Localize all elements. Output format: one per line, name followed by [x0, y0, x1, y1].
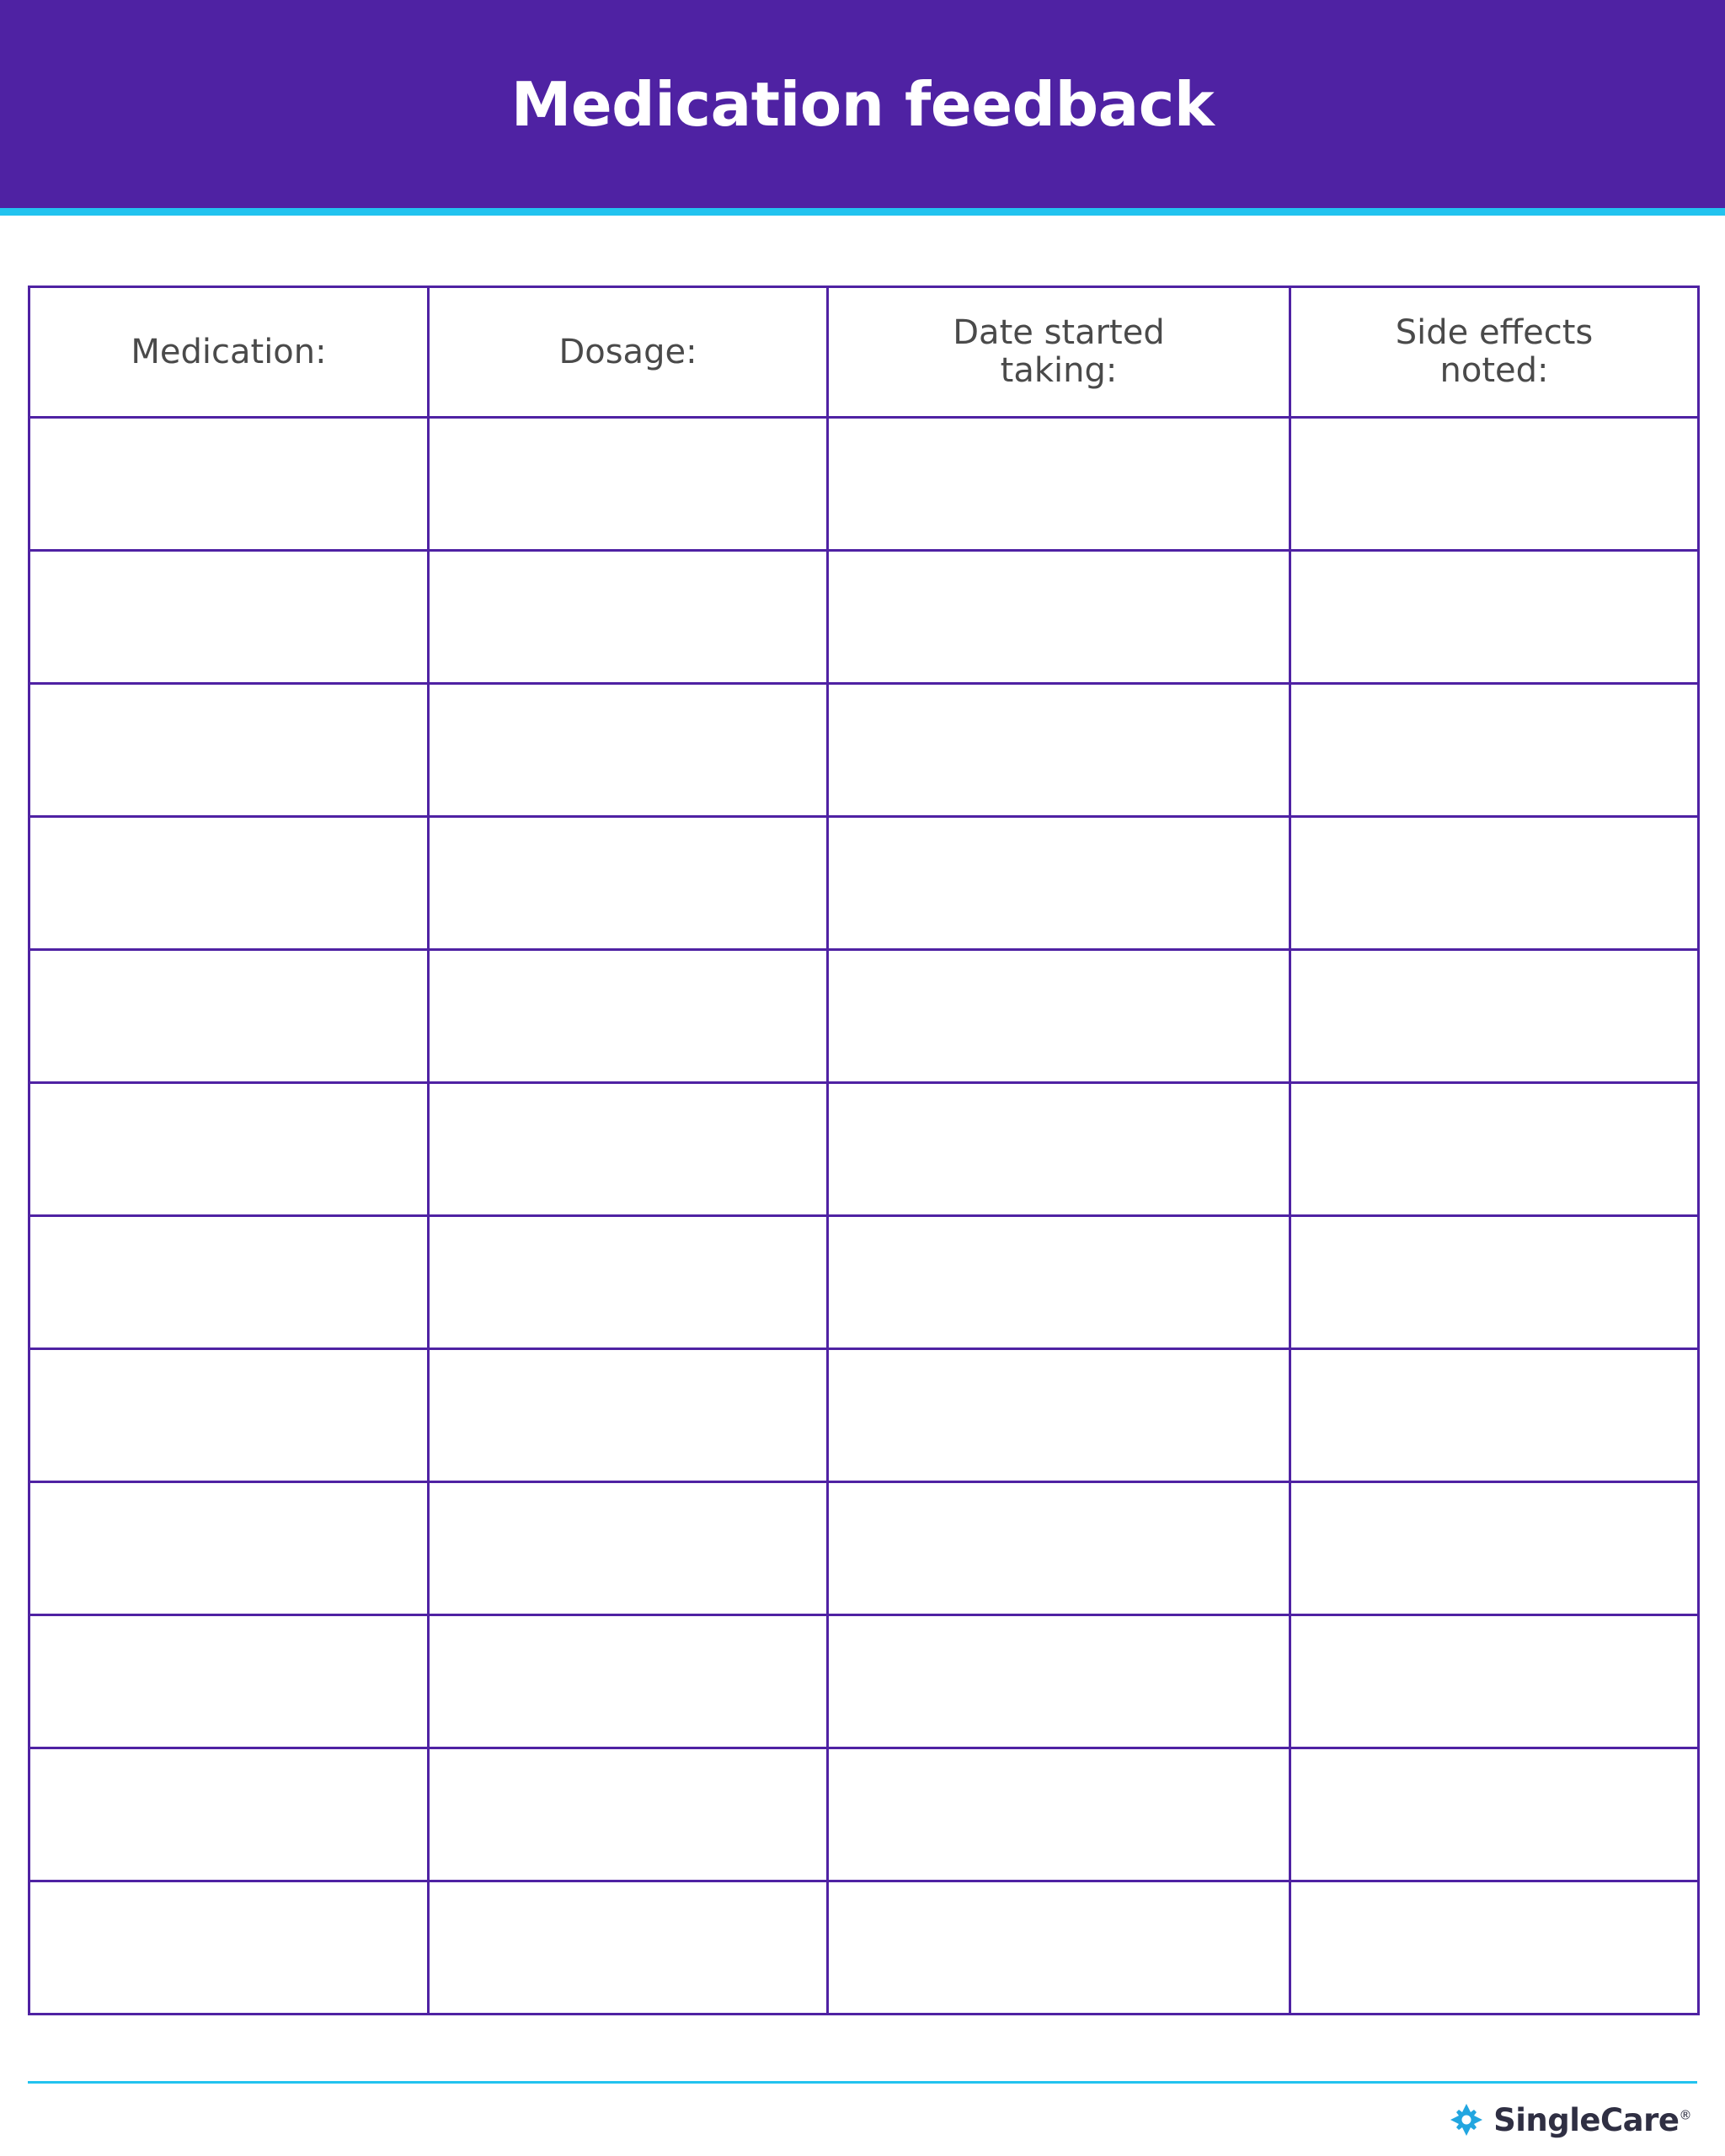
cell-side-effects[interactable]	[1290, 1083, 1699, 1216]
cell-date-started[interactable]	[828, 950, 1290, 1083]
singlecare-cross-icon	[1450, 2103, 1483, 2137]
table-row	[29, 950, 1699, 1083]
column-header-medication-label: Medication:	[131, 332, 327, 371]
table-row	[29, 817, 1699, 950]
cell-date-started[interactable]	[828, 1615, 1290, 1748]
header-accent-rule	[0, 208, 1725, 216]
cell-dosage[interactable]	[429, 418, 828, 551]
cell-medication[interactable]	[29, 1881, 429, 2015]
cell-dosage[interactable]	[429, 950, 828, 1083]
cell-dosage[interactable]	[429, 1482, 828, 1615]
footer-content	[0, 2084, 1725, 2156]
cell-medication[interactable]	[29, 551, 429, 684]
table-row	[29, 1615, 1699, 1748]
cell-dosage[interactable]	[429, 684, 828, 817]
cell-dosage[interactable]	[429, 1083, 828, 1216]
cell-side-effects[interactable]	[1290, 551, 1699, 684]
cell-medication[interactable]	[29, 1083, 429, 1216]
page-header	[0, 0, 1725, 208]
table-row	[29, 1482, 1699, 1615]
brand-name: SingleCare®	[1493, 2101, 1691, 2138]
table-body	[29, 418, 1699, 2015]
cell-medication[interactable]	[29, 817, 429, 950]
table-row	[29, 1748, 1699, 1881]
cell-medication[interactable]	[29, 1482, 429, 1615]
cell-medication[interactable]	[29, 418, 429, 551]
cell-dosage[interactable]	[429, 1881, 828, 2015]
column-header-date-started-line2: taking:	[1000, 351, 1118, 390]
cell-dosage[interactable]	[429, 817, 828, 950]
cell-date-started[interactable]	[828, 1216, 1290, 1349]
table-row	[29, 418, 1699, 551]
cell-side-effects[interactable]	[1290, 817, 1699, 950]
table-row	[29, 551, 1699, 684]
cell-dosage[interactable]	[429, 1748, 828, 1881]
cell-medication[interactable]	[29, 1748, 429, 1881]
cell-dosage[interactable]	[429, 1349, 828, 1482]
table-row	[29, 1349, 1699, 1482]
cell-side-effects[interactable]	[1290, 1748, 1699, 1881]
cell-side-effects[interactable]	[1290, 1216, 1699, 1349]
trademark-symbol: ®	[1679, 2107, 1691, 2123]
cell-side-effects[interactable]	[1290, 1615, 1699, 1748]
cell-side-effects[interactable]	[1290, 1349, 1699, 1482]
cell-side-effects[interactable]	[1290, 950, 1699, 1083]
table-row	[29, 1083, 1699, 1216]
column-header-side-effects-line1: Side effects	[1395, 313, 1594, 353]
cell-date-started[interactable]	[828, 1349, 1290, 1482]
cell-side-effects[interactable]	[1290, 1881, 1699, 2015]
cell-dosage[interactable]	[429, 551, 828, 684]
cell-date-started[interactable]	[828, 1748, 1290, 1881]
column-header-dosage	[429, 287, 828, 418]
column-header-medication	[29, 287, 429, 418]
brand-logo	[1450, 2103, 1691, 2137]
cell-dosage[interactable]	[429, 1216, 828, 1349]
cell-date-started[interactable]	[828, 551, 1290, 684]
cell-medication[interactable]	[29, 684, 429, 817]
cell-dosage[interactable]	[429, 1615, 828, 1748]
table-row	[29, 1881, 1699, 2015]
table-row	[29, 684, 1699, 817]
column-header-dosage-label: Dosage:	[558, 332, 697, 371]
cell-medication[interactable]	[29, 1349, 429, 1482]
cell-medication[interactable]	[29, 950, 429, 1083]
column-header-date-started-line1: Date started	[953, 313, 1165, 353]
cell-side-effects[interactable]	[1290, 684, 1699, 817]
cell-date-started[interactable]	[828, 817, 1290, 950]
column-header-date-started	[828, 287, 1290, 418]
column-header-side-effects-line2: noted:	[1439, 351, 1549, 390]
cell-date-started[interactable]	[828, 418, 1290, 551]
cell-date-started[interactable]	[828, 684, 1290, 817]
cell-medication[interactable]	[29, 1216, 429, 1349]
cell-date-started[interactable]	[828, 1482, 1290, 1615]
cell-date-started[interactable]	[828, 1881, 1290, 2015]
page-title: Medication feedback	[510, 68, 1215, 140]
cell-side-effects[interactable]	[1290, 418, 1699, 551]
table-row	[29, 1216, 1699, 1349]
worksheet-body	[0, 216, 1725, 2015]
cell-medication[interactable]	[29, 1615, 429, 1748]
column-header-side-effects	[1290, 287, 1699, 418]
cell-date-started[interactable]	[828, 1083, 1290, 1216]
medication-feedback-table	[28, 286, 1700, 2015]
page-footer	[0, 2081, 1725, 2156]
table-header-row	[29, 287, 1699, 418]
cell-side-effects[interactable]	[1290, 1482, 1699, 1615]
